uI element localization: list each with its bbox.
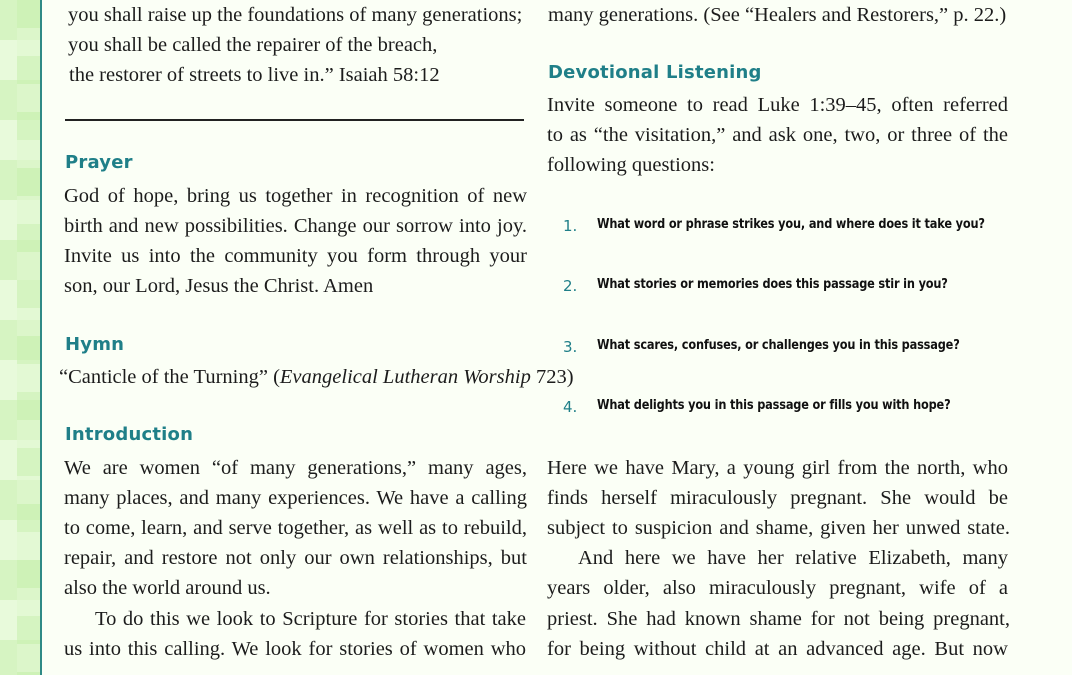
decorative-margin-band (0, 0, 40, 675)
question-text: What delights you in this passage or fills you with hope? (597, 398, 951, 413)
question-number: 3. (563, 338, 578, 356)
introduction-heading: Introduction (65, 424, 194, 445)
prayer-line: birth and new possibilities. Change our sorrow into joy. (64, 215, 527, 237)
section-divider (65, 119, 524, 121)
devotional-line: to as “the visitation,” and ask one, two, or three of the (547, 124, 1008, 146)
intro-line: many places, and many experiences. We have a calling (64, 487, 527, 509)
quote-line: the restorer of streets to live in.” Isaiah 58:12 (69, 64, 440, 86)
body-line: Here we have Mary, a young girl from the north, who (547, 457, 1008, 479)
body-line: And here we have her relative Elizabeth, many (578, 547, 1008, 569)
devotional-listening-heading: Devotional Listening (548, 62, 762, 83)
intro-line: also the world around us. (64, 577, 271, 599)
body-line: finds herself miraculously pregnant. She would be (547, 487, 1008, 509)
intro-line: We are women “of many generations,” many ages, (64, 457, 527, 479)
intro-line: to come, learn, and serve together, as well as to rebuild, (64, 517, 527, 539)
question-number: 4. (563, 398, 578, 416)
body-line: subject to suspicion and shame, given her unwed state. (547, 517, 1010, 539)
prayer-line: son, our Lord, Jesus the Christ. Amen (64, 275, 374, 297)
hymn-source: Evangelical Lutheran Worship (279, 366, 531, 388)
question-text: What word or phrase strikes you, and where does it take you? (597, 217, 985, 232)
intro-line: repair, and restore not only our own relationships, but (64, 547, 527, 569)
hymn-heading: Hymn (65, 334, 125, 355)
question-text: What scares, confuses, or challenges you in this passage? (597, 338, 960, 353)
devotional-line: following questions: (547, 154, 715, 176)
question-text: What stories or memories does this passage stir in you? (597, 277, 948, 292)
body-line: priest. She had known shame for not being pregnant, (547, 608, 1010, 630)
hymn-citation (59, 362, 574, 392)
body-line: years older, also miraculously pregnant, wife of a (547, 577, 1008, 599)
question-number: 2. (563, 277, 578, 295)
body-line: for being without child at an advanced age. But now (547, 638, 1008, 660)
hymn-number: 723) (530, 366, 574, 388)
hymn-title: “Canticle of the Turning” ( (59, 366, 280, 388)
intro-line: us into this calling. We look for stories of women who (64, 638, 526, 660)
intro-line: To do this we look to Scripture for stories that take (95, 608, 526, 630)
question-number: 1. (563, 217, 578, 235)
continued-line: many generations. (See “Healers and Restorers,” p. 22.) (548, 4, 1007, 26)
prayer-line: God of hope, bring us together in recognition of new (64, 185, 527, 207)
quote-line: you shall be called the repairer of the breach, (68, 34, 438, 56)
prayer-line: Invite us into the community you form through your (64, 245, 527, 267)
prayer-heading: Prayer (65, 152, 133, 173)
quote-line: you shall raise up the foundations of many generations; (68, 4, 523, 26)
devotional-line: Invite someone to read Luke 1:39–45, often referred (547, 94, 1008, 116)
